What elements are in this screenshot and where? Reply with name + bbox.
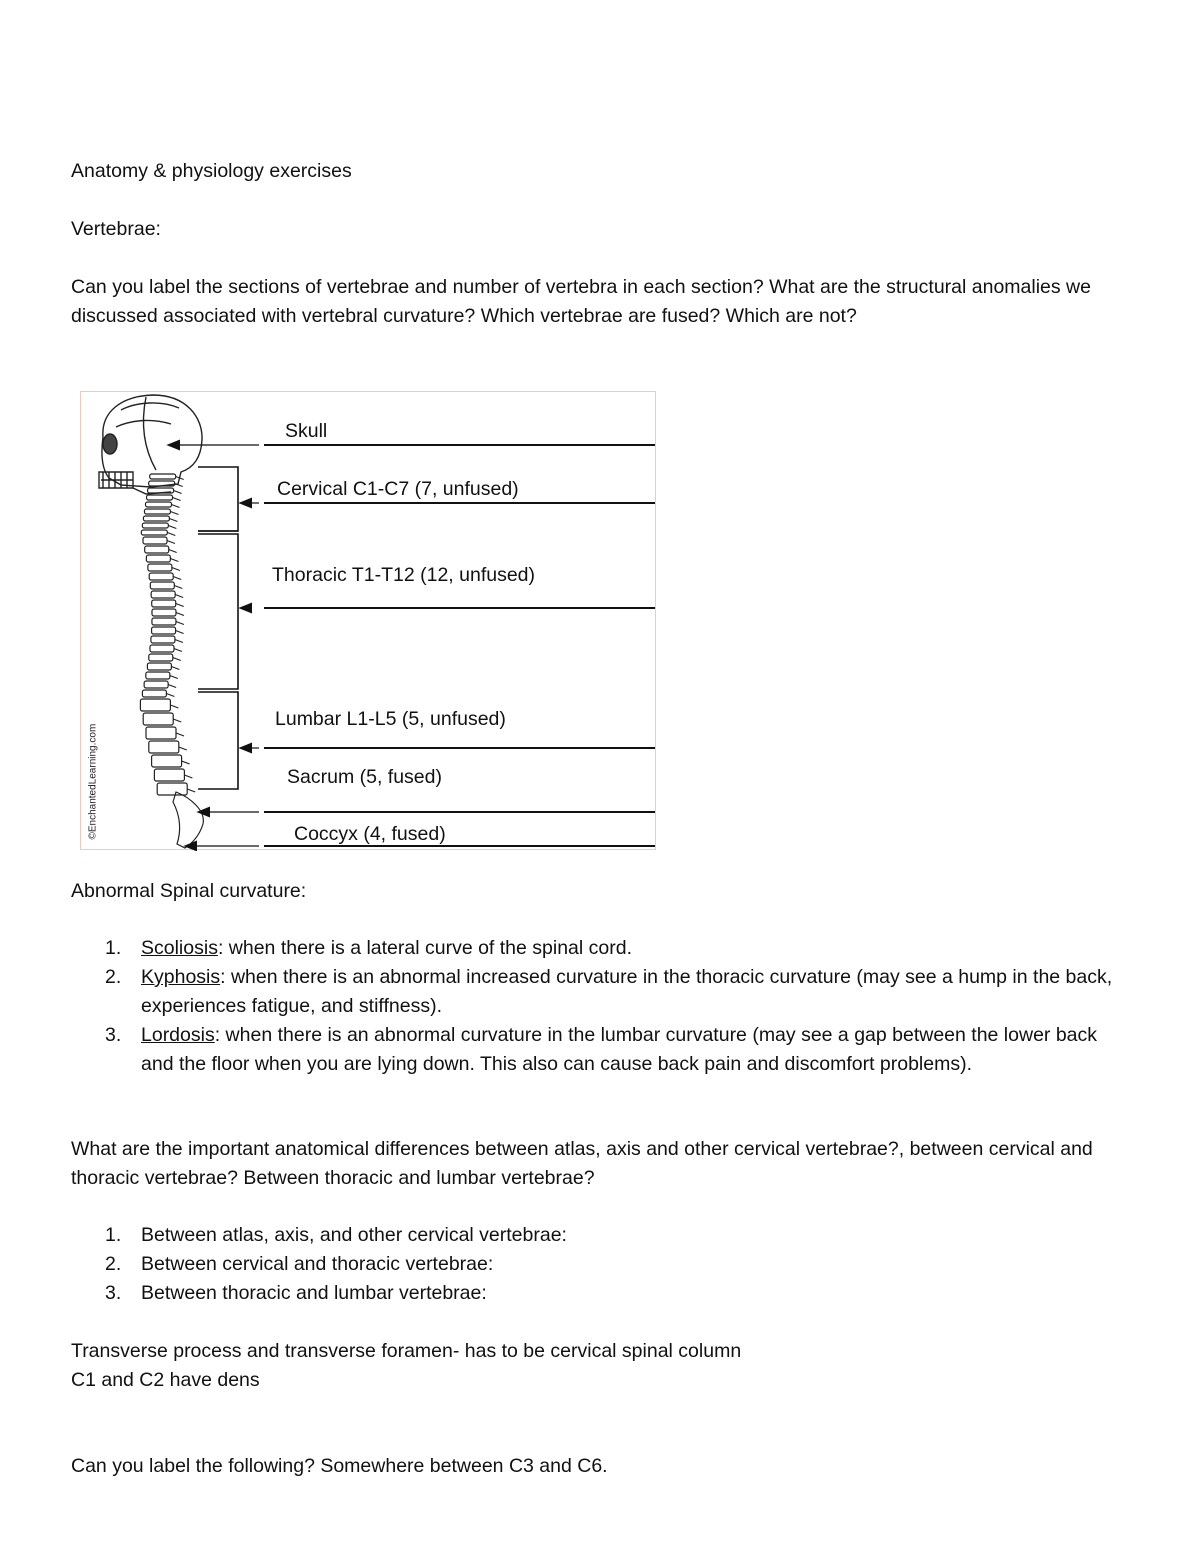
vertebra-shape xyxy=(154,769,184,781)
spinous-process-shape xyxy=(169,550,177,553)
vertebra-shape xyxy=(147,663,171,670)
vertebra-shape xyxy=(142,523,168,528)
spinous-process-shape xyxy=(168,526,176,529)
vertebra-shape xyxy=(145,546,169,553)
vertebra-shape xyxy=(152,627,176,634)
section-heading-vertebrae: Vertebrae: xyxy=(71,218,161,240)
vertebra-shape xyxy=(150,474,176,479)
vertebra-shape xyxy=(146,727,176,739)
note-line: C1 and C2 have dens xyxy=(71,1369,260,1391)
list-number: 2. xyxy=(105,966,122,988)
definition-text: : when there is a lateral curve of the spinal cord. xyxy=(217,937,633,959)
vertebra-shape xyxy=(152,755,182,767)
spinous-process-shape xyxy=(170,559,178,562)
vertebra-shape xyxy=(141,530,167,535)
vertebra-shape xyxy=(146,672,170,679)
vertebra-shape xyxy=(149,573,173,580)
label-thoracic: Thoracic T1-T12 (12, unfused) xyxy=(272,564,536,586)
vertebra-shape xyxy=(149,654,173,661)
vertebra-shape xyxy=(152,600,176,607)
note-line: Transverse process and transverse foramen- has to be cervical spinal column xyxy=(71,1340,742,1362)
spinous-process-shape xyxy=(172,505,180,508)
spinous-process-shape xyxy=(170,676,178,679)
term-lordosis: Lordosis xyxy=(141,1024,215,1046)
vertebra-shape xyxy=(146,502,172,507)
vertebra-shape xyxy=(152,609,176,616)
vertebra-shape xyxy=(157,783,187,795)
label-skull: Skull xyxy=(285,420,328,442)
list-number: 1. xyxy=(105,937,122,959)
section-heading-curvature: Abnormal Spinal curvature: xyxy=(71,880,307,902)
spinous-process-shape xyxy=(176,613,184,616)
label-coccyx: Coccyx (4, fused) xyxy=(294,823,446,845)
spinous-process-shape xyxy=(173,498,181,501)
label-lumbar: Lumbar L1-L5 (5, unfused) xyxy=(275,708,506,730)
vertebral-column-drawing xyxy=(140,474,203,848)
sacrum-coccyx-shape xyxy=(173,792,203,848)
vertebra-shape xyxy=(151,636,175,643)
list-item xyxy=(0,1279,1200,1308)
page-title: Anatomy & physiology exercises xyxy=(71,160,352,182)
vertebra-shape xyxy=(144,509,170,514)
spinous-process-shape xyxy=(176,733,184,736)
vertebra-shape xyxy=(140,699,170,711)
spinous-process-shape xyxy=(175,640,183,643)
definition-text: : when there is an abnormal increased curvature in the thoracic curvature (may see a hump in the back, experiences fatigue, and stiffness). xyxy=(141,966,1113,1017)
term-kyphosis: Kyphosis xyxy=(141,966,221,988)
spinous-process-shape xyxy=(173,719,181,722)
list-item-text: Between atlas, axis, and other cervical vertebrae: xyxy=(141,1224,567,1246)
vertebra-shape xyxy=(150,645,174,652)
list-item xyxy=(0,1021,1200,1108)
spinous-process-shape xyxy=(179,747,187,750)
differences-question: What are the important anatomical differences between atlas, axis and other cervical vertebrae?, between cervical and thoracic vertebrae? Between thoracic and lumbar vertebrae? xyxy=(71,1138,1093,1189)
vertebra-shape xyxy=(151,591,175,598)
vertebra-shape xyxy=(146,555,170,562)
spinous-process-shape xyxy=(171,667,179,670)
final-question: Can you label the following? Somewhere between C3 and C6. xyxy=(71,1455,608,1477)
list-number: 1. xyxy=(105,1224,122,1246)
list-item xyxy=(0,963,1200,1021)
spinous-process-shape xyxy=(168,685,176,688)
spinous-process-shape xyxy=(174,649,182,652)
list-number: 3. xyxy=(105,1024,122,1046)
spinous-process-shape xyxy=(167,533,175,536)
list-item-text: Between thoracic and lumbar vertebrae: xyxy=(141,1282,487,1304)
spine-diagram xyxy=(80,391,656,850)
spinous-process-shape xyxy=(166,694,174,697)
spinous-process-shape xyxy=(176,604,184,607)
spinous-process-shape xyxy=(184,775,192,778)
vertebra-shape xyxy=(152,618,176,625)
list-item xyxy=(0,1221,1200,1250)
list-number: 2. xyxy=(105,1253,122,1275)
spinous-process-shape xyxy=(169,519,177,522)
spinous-process-shape xyxy=(174,586,182,589)
spinous-process-shape xyxy=(170,512,178,515)
vertebra-shape xyxy=(143,713,173,725)
watermark-text: ©EnchantedLearning.com xyxy=(87,723,99,840)
vertebra-shape xyxy=(149,741,179,753)
vertebra-shape xyxy=(148,564,172,571)
vertebra-shape xyxy=(143,516,169,521)
spinous-process-shape xyxy=(173,658,181,661)
vertebra-shape xyxy=(143,537,167,544)
list-item xyxy=(0,934,1200,963)
label-cervical: Cervical C1-C7 (7, unfused) xyxy=(277,478,519,500)
label-sacrum: Sacrum (5, fused) xyxy=(287,766,442,788)
list-item-text: Between cervical and thoracic vertebrae: xyxy=(141,1253,494,1275)
vertebra-shape xyxy=(142,690,166,697)
definition-text: : when there is an abnormal curvature in the lumbar curvature (may see a gap between the lower back and the floor when you are lying down. This also can cause back pain and discomfort problems). xyxy=(141,1024,1098,1075)
spinous-process-shape xyxy=(176,622,184,625)
intro-question: Can you label the sections of vertebrae and number of vertebra in each section? What are the structural anomalies we discussed associated with vertebral curvature? Which vertebrae are fused? Which are not? xyxy=(71,276,1091,327)
spinous-process-shape xyxy=(176,631,184,634)
spinous-process-shape xyxy=(175,595,183,598)
list-item xyxy=(0,1250,1200,1279)
vertebra-shape xyxy=(144,681,168,688)
vertebra-shape xyxy=(150,582,174,589)
vertebra-shape xyxy=(147,495,173,500)
spinous-process-shape xyxy=(174,491,182,494)
spinous-process-shape xyxy=(167,541,175,544)
list-number: 3. xyxy=(105,1282,122,1304)
spinous-process-shape xyxy=(173,577,181,580)
term-scoliosis: Scoliosis xyxy=(141,937,218,959)
spinous-process-shape xyxy=(182,761,190,764)
section-brackets xyxy=(198,467,238,789)
spinous-process-shape xyxy=(172,568,180,571)
spinous-process-shape xyxy=(170,705,178,708)
spinous-process-shape xyxy=(187,789,195,792)
